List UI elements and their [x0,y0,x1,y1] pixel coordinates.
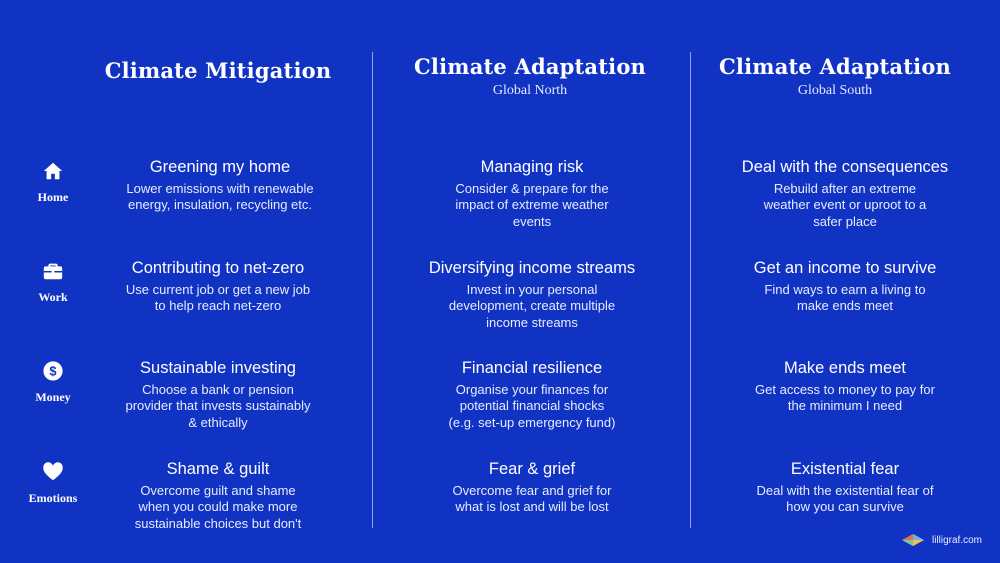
cell-title: Sustainable investing [140,359,296,377]
column-header-adaptation-north [380,54,680,99]
cell-home-south [725,156,965,230]
cell-title: Financial resilience [461,359,603,377]
briefcase-icon [42,260,64,282]
column-header-mitigation [68,58,368,83]
cell-description: Organise your finances for potential financial shocks (e.g. set-up emergency fund) [448,382,616,430]
row-label-money [20,360,86,405]
cell-money-south [725,357,965,415]
row-label-emotions [20,461,86,506]
row-label-text: Home [37,190,69,204]
column-header-adaptation-south [685,54,985,99]
cell-work-mitigation [98,257,338,315]
cell-work-south [725,257,965,315]
cell-title: Make ends meet [784,359,906,377]
column-subtitle: Global North [492,83,568,98]
cell-description: Overcome guilt and shame when you could make more sustainable choices but don't [134,483,302,531]
cell-title: Shame & guilt [166,460,270,478]
column-title: Climate Adaptation [719,54,951,79]
row-label-text: Emotions [28,491,78,505]
cell-home-mitigation [100,156,340,214]
cell-title: Get an income to survive [753,259,937,277]
cell-emotions-mitigation [98,458,338,532]
cell-title: Fear & grief [488,460,576,478]
column-title: Climate Mitigation [104,58,332,83]
row-label-text: Money [35,390,71,404]
cell-description: Overcome fear and grief for what is lost and will be lost [452,483,612,515]
cell-money-north [412,357,652,431]
cell-emotions-north [412,458,652,516]
cell-description: Find ways to earn a living to make ends meet [764,282,926,314]
cell-title: Existential fear [790,460,900,478]
cell-money-mitigation [98,357,338,431]
heart-icon [42,461,64,483]
brand[interactable] [902,533,982,547]
cell-description: Deal with the existential fear of how you can survive [756,483,934,515]
column-divider [372,52,373,528]
cell-title: Managing risk [480,158,584,176]
cell-description: Rebuild after an extreme weather event or uproot to a safer place [763,181,927,229]
cell-description: Invest in your personal development, create multiple income streams [448,282,616,330]
home-icon [42,160,64,182]
column-subtitle: Global South [797,83,873,98]
row-label-work [20,260,86,305]
cell-emotions-south [725,458,965,516]
cell-title: Diversifying income streams [428,259,636,277]
cell-description: Consider & prepare for the impact of extreme weather events [455,181,609,229]
cell-title: Contributing to net-zero [131,259,305,277]
brand-link[interactable]: lilligraf.com [931,534,982,546]
cell-home-north [412,156,652,230]
svg-text:$: $ [49,363,57,379]
cell-description: Get access to money to pay for the minimum I need [755,382,935,414]
cell-work-north [412,257,652,331]
cell-description: Choose a bank or pension provider that invests sustainably & ethically [125,382,311,430]
cell-title: Greening my home [149,158,291,176]
column-title: Climate Adaptation [414,54,646,79]
cell-title: Deal with the consequences [741,158,949,176]
cell-description: Lower emissions with renewable energy, insulation, recycling etc. [126,181,314,213]
cell-description: Use current job or get a new job to help reach net-zero [125,282,311,314]
row-label-home [20,160,86,205]
lilligraf-logo-icon [902,533,924,547]
dollar-icon [42,360,64,382]
row-label-text: Work [38,290,68,304]
column-divider [690,52,691,528]
